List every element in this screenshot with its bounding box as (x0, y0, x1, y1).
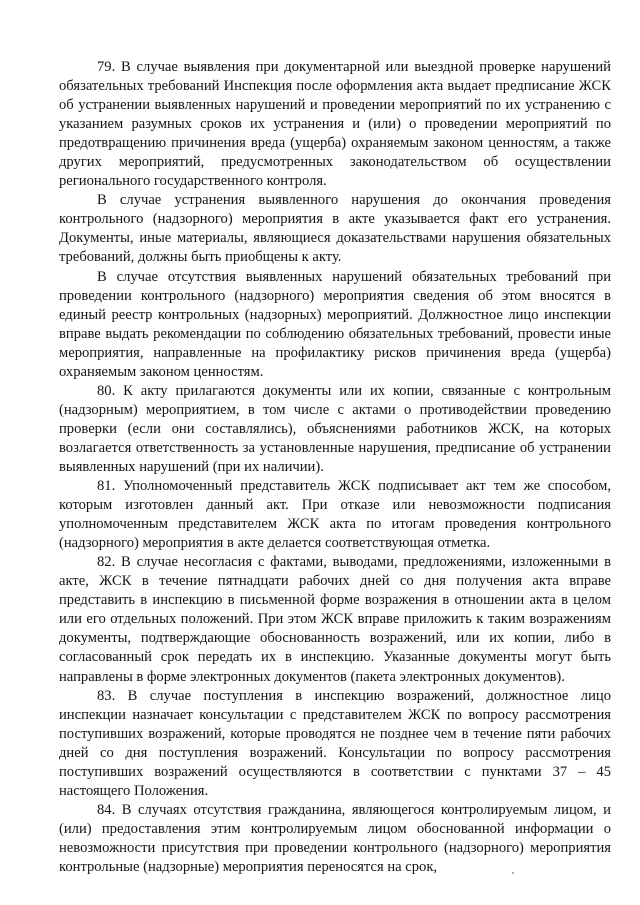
paragraph-84: 84. В случаях отсутствия гражданина, являющегося контролируемым лицом, и (или) предоставления этим контролируемым лицом обоснованной информации о невозможности присутствия при проведении контрольного (надзорного) мероприятия контрольные (надзорные) мероприятия переносятся на срок, (59, 801, 611, 875)
paragraph-81: 81. Уполномоченный представитель ЖСК подписывает акт тем же способом, которым изготовлен данный акт. При отказе или невозможности подписания уполномоченным представителем ЖСК акта по итогам проведения контрольного (надзорного) мероприятия в акте делается соответствующая отметка. (59, 478, 611, 552)
document-body (59, 58, 611, 877)
paragraph-83: 83. В случае поступления в инспекцию возражений, должностное лицо инспекции назначает консультации с представителем ЖСК по вопросу рассмотрения поступивших возражений, которые проводятся не позднее чем в течение пяти рабочих дней со дня поступления возражений. Консультации по вопросу рассмотрения поступивших возражений осуществляются в соответствии с пунктами 37 – 45 настоящего Положения. (59, 687, 611, 799)
paragraph-79-elimination: В случае устранения выявленного нарушения до окончания проведения контрольного (надзорного) мероприятия в акте указывается факт его устранения. Документы, иные материалы, являющиеся доказательствами нарушения обязательных требований, должны быть приобщены к акту. (59, 192, 611, 266)
paragraph-79-no-violations: В случае отсутствия выявленных нарушений обязательных требований при проведении контрольного (надзорного) мероприятия сведения об этом вносятся в единый реестр контрольных (надзорных) мероприятий. Должностное лицо инспекции вправе выдать рекомендации по соблюдению обязательных требований, провести иные мероприятия, направленные на профилактику рисков причинения вреда (ущерба) охраняемым законом ценностям. (59, 268, 611, 380)
paragraph-79: 79. В случае выявления при документарной или выездной проверке нарушений обязательных требований Инспекция после оформления акта выдает предписание ЖСК об устранении выявленных нарушений и проведении мероприятий по их устранению с указанием разумных сроков их устранения и (или) о проведении мероприятий по предотвращению причинения вреда (ущерба) охраняемым законом ценностям, а также других мероприятий, предусмотренных законодательством об осуществлении регионального государственного контроля. (59, 59, 611, 190)
scan-artifact (512, 872, 514, 874)
paragraph-82: 82. В случае несогласия с фактами, выводами, предложениями, изложенными в акте, ЖСК в течение пятнадцати рабочих дней со дня получения акта вправе представить в инспекцию в письменной форме возражения в отношении акта в целом или его отдельных положений. При этом ЖСК вправе приложить к таким возражениям документы, подтверждающие обоснованность возражений, или их копии, либо в согласованный срок передать их в инспекцию. Указанные документы могут быть направлены в форме электронных документов (пакета электронных документов). (59, 554, 611, 685)
paragraph-80: 80. К акту прилагаются документы или их копии, связанные с контрольным (надзорным) мероприятием, в том числе с актами о противодействии проведению проверки (если они составлялись), объяснениями работников ЖСК, на которых возлагается ответственность за установленные нарушения, предписание об устранении выявленных нарушений (при их наличии). (59, 382, 611, 475)
